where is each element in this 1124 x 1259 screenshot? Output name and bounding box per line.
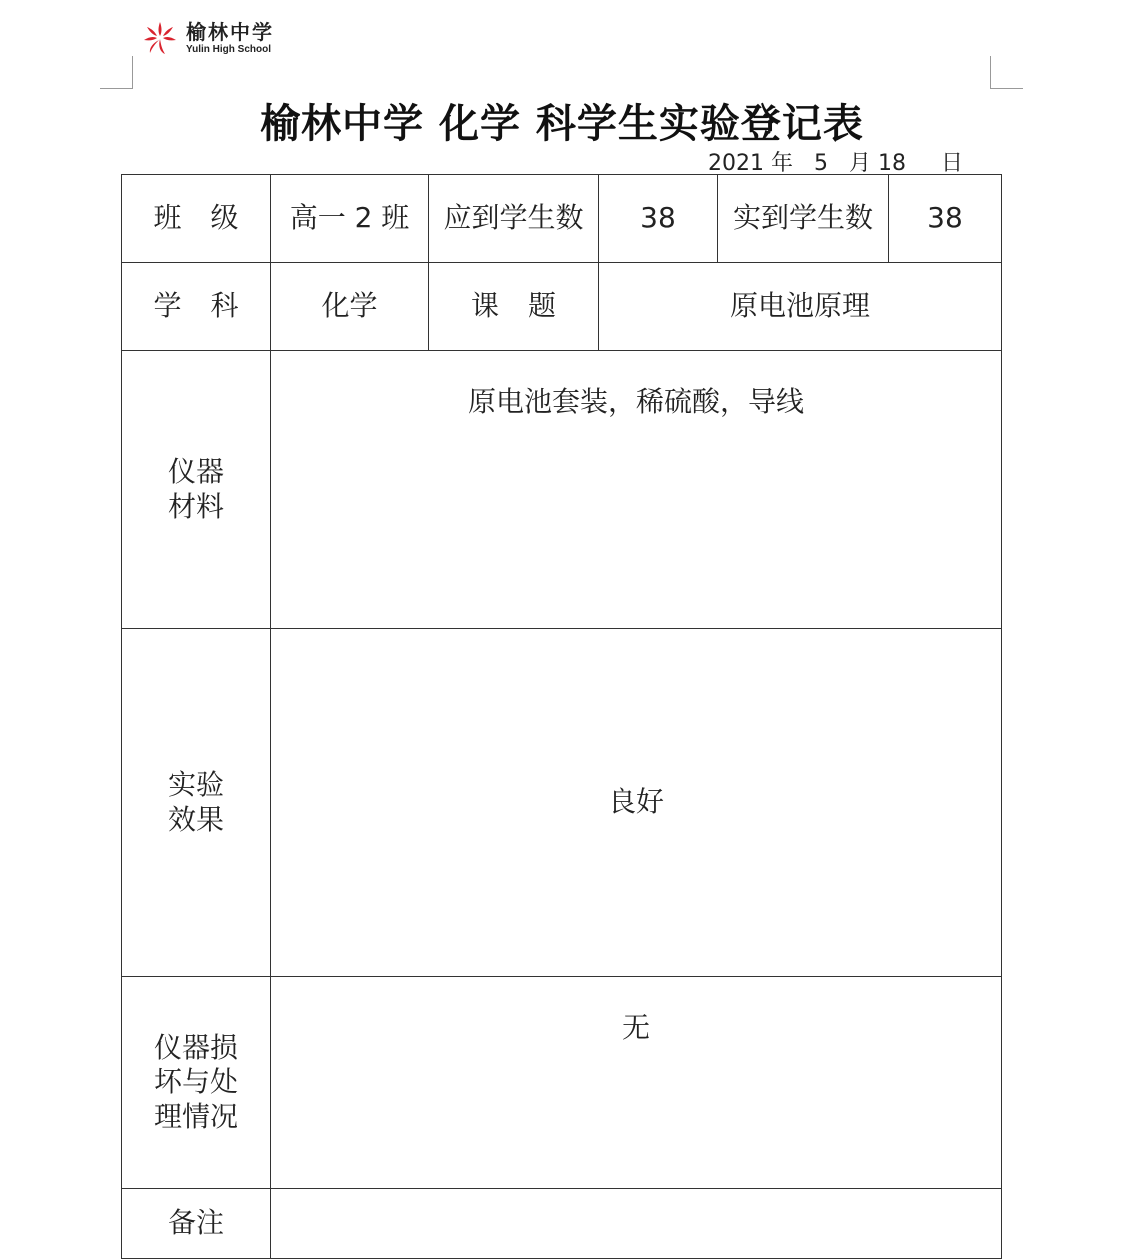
crop-mark-left: [100, 56, 133, 89]
crop-mark-right: [990, 56, 1023, 89]
table-row: [122, 175, 1002, 263]
registration-form-table: [121, 174, 1002, 1259]
remarks-label: 备注: [122, 1189, 271, 1259]
table-row: [122, 629, 1002, 977]
date-year-label: 年: [771, 151, 794, 176]
result-value: 良好: [271, 629, 1002, 977]
school-logo: [140, 18, 274, 58]
class-value: 高一 2 班: [271, 175, 429, 263]
expected-students-value: 38: [599, 175, 718, 263]
table-row: [122, 351, 1002, 629]
table-row: [122, 977, 1002, 1189]
date-day-label: 日: [940, 151, 963, 176]
damage-label: 仪器损 坏与处 理情况: [122, 977, 271, 1189]
topic-value: 原电池原理: [599, 263, 1002, 351]
result-label: 实验 效果: [122, 629, 271, 977]
expected-students-label: 应到学生数: [429, 175, 599, 263]
logo-school-name-en: Yulin High School: [186, 43, 271, 55]
subject-label: 学 科: [122, 263, 271, 351]
page-title: 榆林中学 化学 科学生实验登记表: [260, 101, 864, 147]
equipment-label: 仪器 材料: [122, 351, 271, 629]
damage-value: 无: [271, 977, 1002, 1189]
table-row: [122, 263, 1002, 351]
remarks-value: [271, 1189, 1002, 1259]
date-day: 18: [878, 151, 906, 176]
date-month-label: 月: [848, 151, 871, 176]
date-line: [708, 146, 963, 177]
actual-students-label: 实到学生数: [718, 175, 889, 263]
table-row: [122, 1189, 1002, 1259]
date-month: 5: [814, 151, 828, 176]
school-logo-icon: [140, 18, 180, 58]
date-year: 2021: [708, 151, 764, 176]
topic-label: 课 题: [429, 263, 599, 351]
class-label: 班 级: [122, 175, 271, 263]
logo-school-name-cn: 榆林中学: [186, 19, 274, 44]
actual-students-value: 38: [889, 175, 1002, 263]
equipment-value: 原电池套装，稀硫酸，导线: [271, 351, 1002, 629]
subject-value: 化学: [271, 263, 429, 351]
